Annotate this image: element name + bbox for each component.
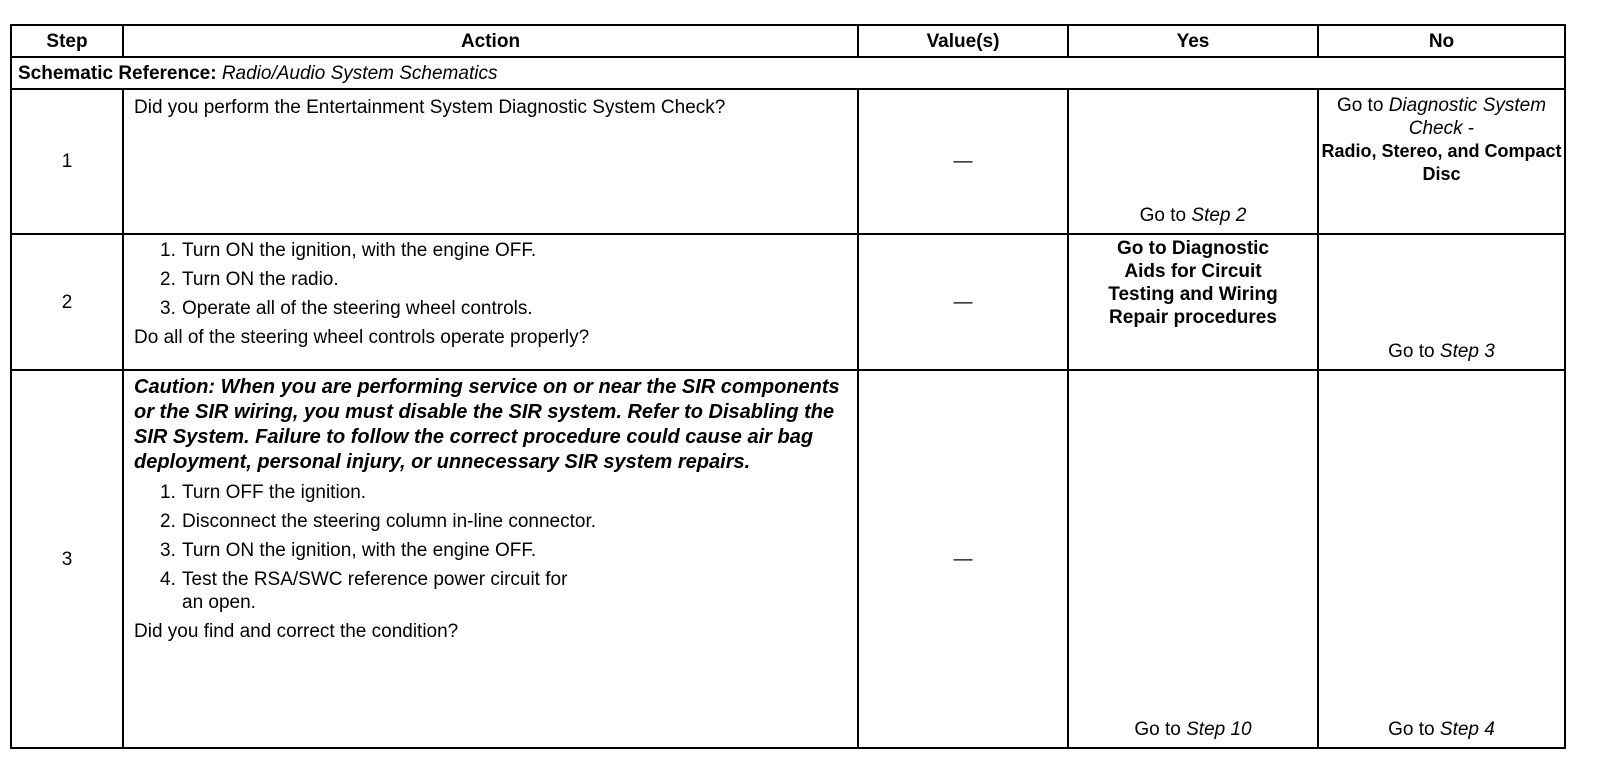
list-item: 2. Disconnect the steering column in-line connector. <box>160 511 597 532</box>
goto-prefix: Go to <box>1336 95 1384 116</box>
goto-target: Step 4 <box>1439 719 1495 740</box>
goto-prefix: Go to <box>1139 205 1187 226</box>
yes-cell <box>1068 89 1318 234</box>
action-text: Did you perform the Entertainment System Diagnostic System Check? <box>134 97 726 118</box>
action-question: Did you find and correct the condition? <box>134 621 459 642</box>
header-step: Step <box>11 25 123 57</box>
value-cell: — <box>858 89 1068 234</box>
step-number: 1 <box>11 89 123 234</box>
schematic-reference-row <box>11 57 1565 89</box>
goto-target: Step 3 <box>1439 341 1495 362</box>
header-values: Value(s) <box>858 25 1068 57</box>
list-item: 1. Turn OFF the ignition. <box>160 482 367 503</box>
no-goto <box>1319 340 1564 363</box>
yes-goto: Go to Diagnostic Aids for Circuit Testing and Wiring Repair procedures <box>1108 238 1278 328</box>
action-steps <box>134 481 847 614</box>
header-no: No <box>1318 25 1565 57</box>
step-number: 2 <box>11 234 123 370</box>
goto-prefix: Go to <box>1388 719 1435 740</box>
list-item: 1. Turn ON the ignition, with the engine OFF. <box>160 240 537 261</box>
diagnostic-table <box>10 24 1566 749</box>
goto-dash: - <box>1467 118 1475 139</box>
goto-prefix: Go to <box>1388 341 1435 362</box>
header-yes: Yes <box>1068 25 1318 57</box>
action-cell <box>123 89 858 234</box>
action-steps <box>134 239 847 320</box>
action-cell <box>123 234 858 370</box>
goto-rest: Radio, Stereo, and Compact Disc <box>1321 141 1562 184</box>
goto-target: Step 2 <box>1191 205 1247 226</box>
action-question: Do all of the steering wheel controls operate properly? <box>134 327 590 348</box>
schematic-reference-label: Schematic Reference: <box>18 62 217 84</box>
yes-goto <box>1069 204 1317 227</box>
action-cell <box>123 370 858 748</box>
schematic-reference-value: Radio/Audio System Schematics <box>221 62 498 84</box>
caution-text: Caution: When you are performing service on or near the SIR components or the SIR wiring, you must disable the SIR system. Refer to Disabling the SIR System. Failure to follow the correct procedure could cause air bag deployment, personal injury, or unnecessary SIR system repairs. <box>134 376 840 473</box>
value-cell: — <box>858 234 1068 370</box>
value-cell: — <box>858 370 1068 748</box>
no-goto <box>1319 90 1564 186</box>
yes-cell <box>1068 370 1318 748</box>
table-row <box>11 234 1565 370</box>
table-row <box>11 370 1565 748</box>
yes-goto <box>1069 718 1317 741</box>
no-goto <box>1319 718 1564 741</box>
header-action: Action <box>123 25 858 57</box>
yes-cell <box>1068 234 1318 370</box>
goto-target: Diagnostic System Check <box>1388 95 1547 139</box>
table-row <box>11 89 1565 234</box>
goto-target: Step 10 <box>1186 719 1252 740</box>
no-cell <box>1318 89 1565 234</box>
list-item: 4. Test the RSA/SWC reference power circuit for an open. <box>160 569 568 613</box>
header-row <box>11 25 1565 57</box>
list-item: 2. Turn ON the radio. <box>160 269 339 290</box>
goto-prefix: Go to <box>1134 719 1181 740</box>
list-item: 3. Turn ON the ignition, with the engine OFF. <box>160 540 537 561</box>
no-cell <box>1318 234 1565 370</box>
schematic-reference <box>11 57 1565 89</box>
step-number: 3 <box>11 370 123 748</box>
list-item: 3. Operate all of the steering wheel controls. <box>160 298 533 319</box>
no-cell <box>1318 370 1565 748</box>
